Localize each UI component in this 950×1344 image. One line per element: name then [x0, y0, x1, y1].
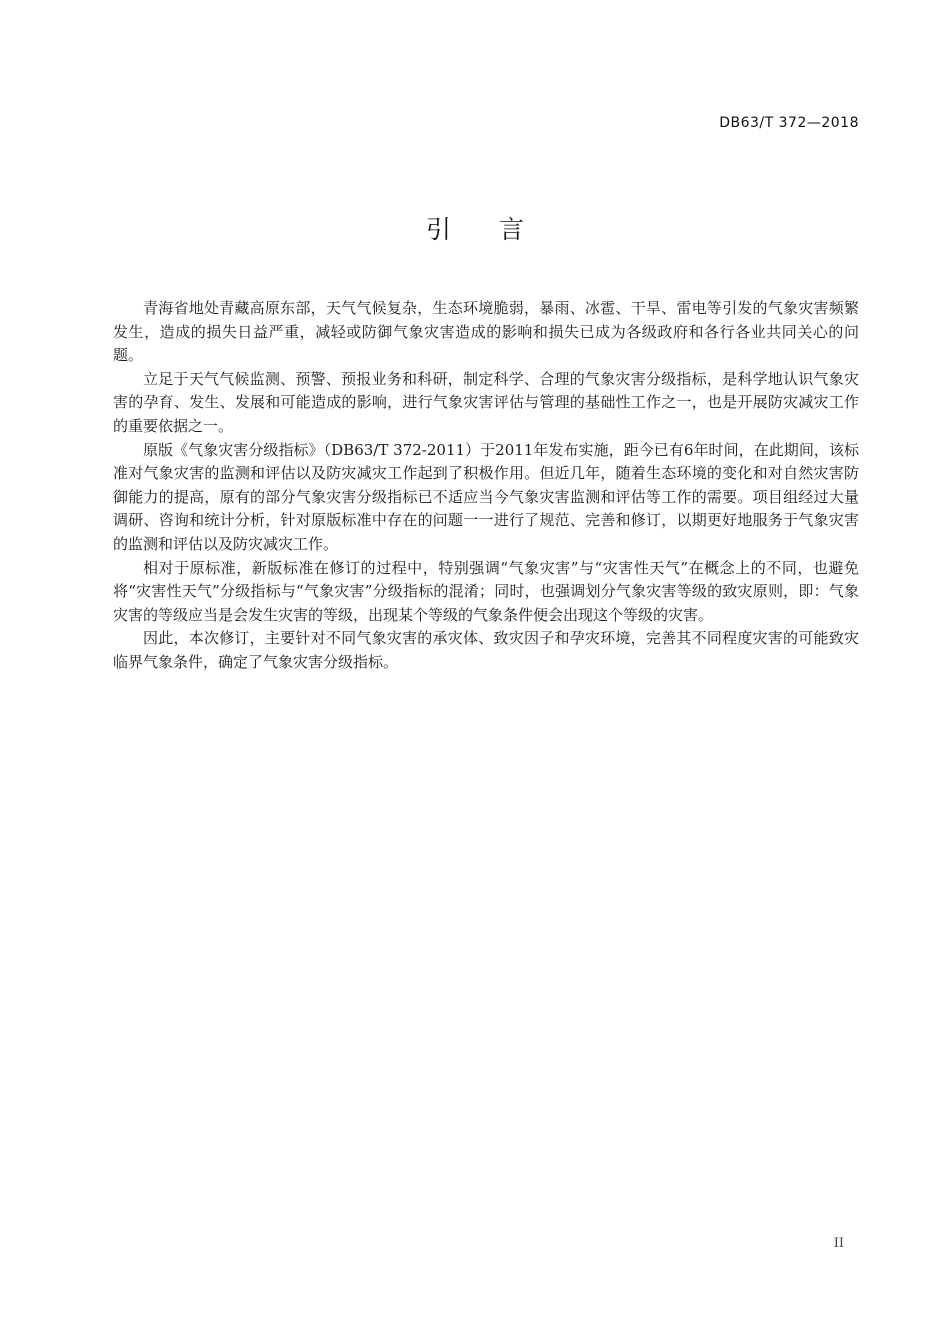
paragraph: 立足于天气气候监测、预警、预报业务和科研，制定科学、合理的气象灾害分级指标，是科学地认识气象灾害的孕育、发生、发展和可能造成的影响，进行气象灾害评估与管理的基础性工作之一，也是开展防灾减灾工作的重要依据之一。 [113, 369, 859, 435]
page-title: 引言 [425, 215, 572, 244]
page-number: II [833, 1236, 844, 1251]
paragraph: 相对于原标准，新版标准在修订的过程中，特别强调“气象灾害”与“灾害性天气”在概念上的不同，也避免将“灾害性天气”分级指标与“气象灾害”分级指标的混淆；同时，也强调划分气象灾害等级的致灾原则，即：气象灾害的等级应当是会发生灾害的等级，出现某个等级的气象条件便会出现这个等级的灾害。 [113, 558, 859, 624]
paragraph: 因此，本次修订，主要针对不同气象灾害的承灾体、致灾因子和孕灾环境，完善其不同程度灾害的可能致灾临界气象条件，确定了气象灾害分级指标。 [113, 629, 859, 671]
paragraph: 青海省地处青藏高原东部，天气气候复杂，生态环境脆弱，暴雨、冰雹、干旱、雷电等引发的气象灾害频繁发生，造成的损失日益严重，减轻或防御气象灾害造成的影响和损失已成为各级政府和各行各业共同关心的问题。 [113, 299, 859, 365]
document-code: DB63/T 372—2018 [719, 115, 859, 131]
body-text [113, 297, 859, 675]
paragraph: 原版《气象灾害分级指标》（DB63/T 372-2011）于2011年发布实施，距今已有6年时间，在此期间，该标准对气象灾害的监测和评估以及防灾减灾工作起到了积极作用。但近几年，随着生态环境的变化和对自然灾害防御能力的提高，原有的部分气象灾害分级指标已不适应当今气象灾害监测和评估等工作的需要。项目组经过大量调研、咨询和统计分析，针对原版标准中存在的问题一一进行了规范、完善和修订，以期更好地服务于气象灾害的监测和评估以及防灾减灾工作。 [113, 440, 859, 553]
